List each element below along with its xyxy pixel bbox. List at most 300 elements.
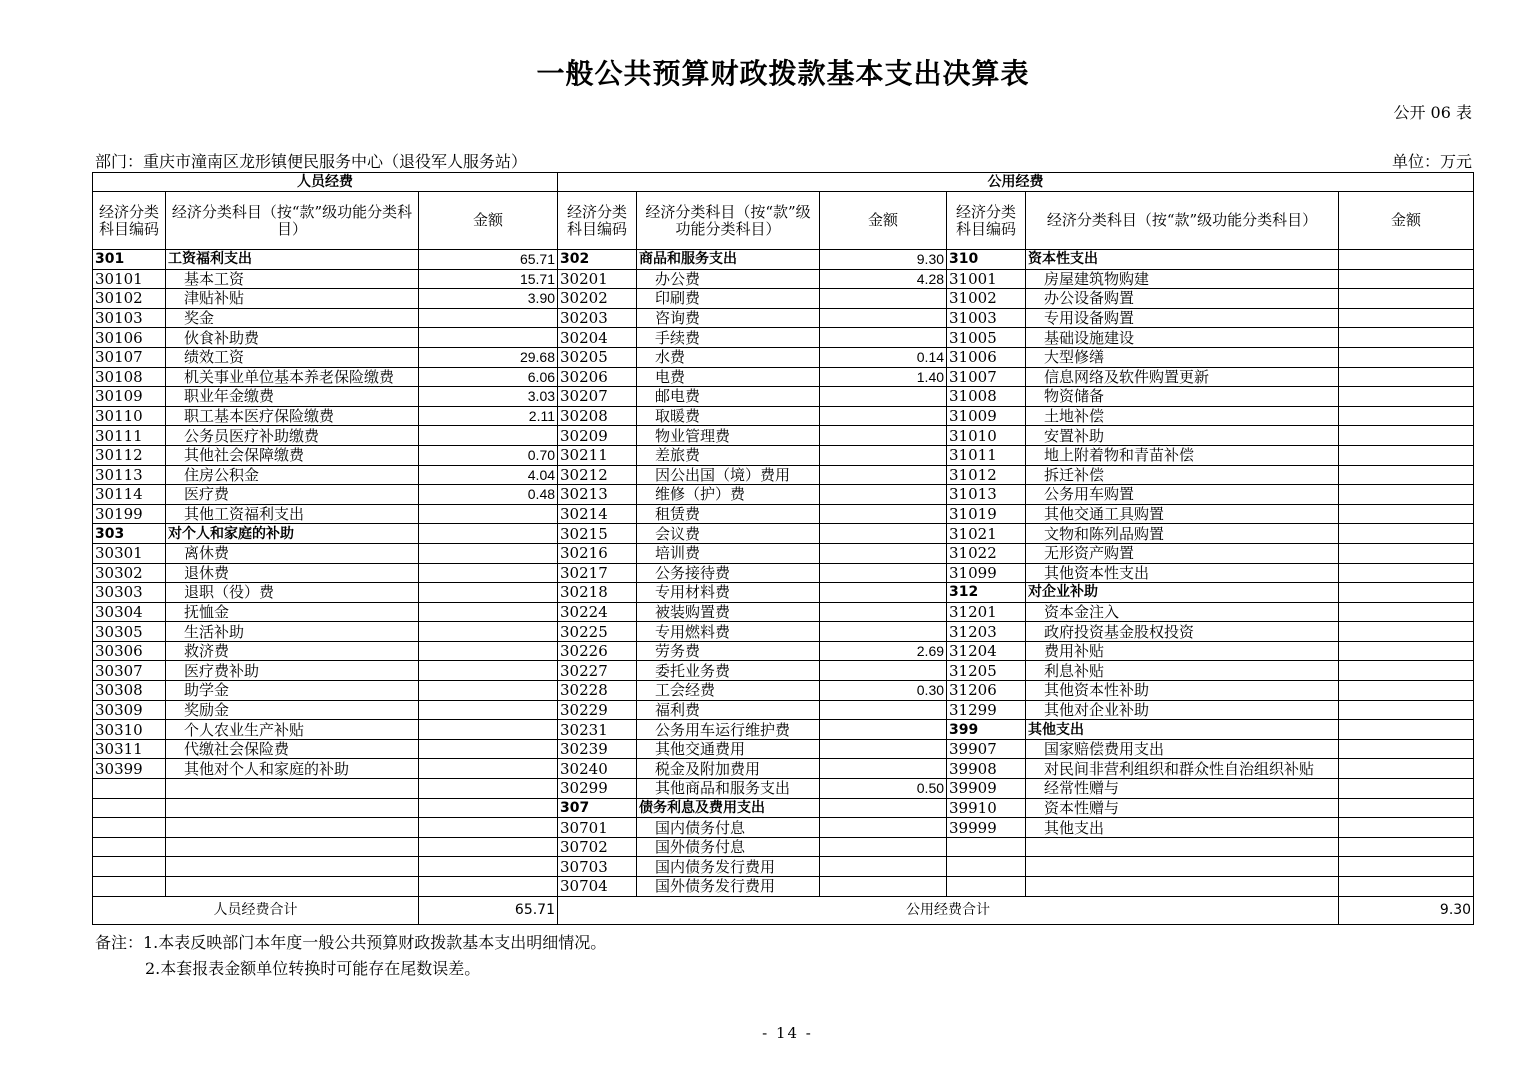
amount-cell <box>820 739 947 759</box>
item-name-cell: 公务员医疗补助缴费 <box>166 426 419 446</box>
table-row <box>93 837 1474 857</box>
code-cell: 30225 <box>558 622 637 642</box>
item-name-cell: 公务接待费 <box>637 563 820 583</box>
expenditure-table <box>92 172 1474 925</box>
amount-cell <box>820 504 947 524</box>
item-name-cell: 取暖费 <box>637 406 820 426</box>
table-row <box>93 583 1474 603</box>
code-cell <box>93 798 166 818</box>
code-cell: 30201 <box>558 269 637 289</box>
amount-cell <box>419 426 558 446</box>
item-name-cell: 物业管理费 <box>637 426 820 446</box>
code-cell: 310 <box>947 250 1026 270</box>
item-name-cell: 政府投资基金股权投资 <box>1026 622 1339 642</box>
item-name-cell: 国内债务发行费用 <box>637 857 820 877</box>
amount-cell: 4.04 <box>419 465 558 485</box>
amount-cell <box>419 563 558 583</box>
amount-cell <box>419 524 558 544</box>
item-name-cell: 商品和服务支出 <box>637 250 820 270</box>
code-cell: 30216 <box>558 543 637 563</box>
item-name-cell: 税金及附加费用 <box>637 759 820 779</box>
item-name-cell: 土地补偿 <box>1026 406 1339 426</box>
code-cell: 39999 <box>947 818 1026 838</box>
item-name-cell: 委托业务费 <box>637 661 820 681</box>
amount-cell <box>820 583 947 603</box>
item-name-cell: 其他交通费用 <box>637 739 820 759</box>
item-name-cell <box>1026 877 1339 897</box>
table-row <box>93 465 1474 485</box>
amount-cell <box>1339 857 1474 877</box>
page-title: 一般公共预算财政拨款基本支出决算表 <box>536 57 1030 90</box>
item-name-cell: 劳务费 <box>637 641 820 661</box>
code-cell: 31201 <box>947 602 1026 622</box>
code-cell: 30240 <box>558 759 637 779</box>
item-name-cell: 其他商品和服务支出 <box>637 779 820 799</box>
code-cell: 31204 <box>947 641 1026 661</box>
page-number: - 14 - <box>762 1024 813 1042</box>
amount-cell <box>1339 563 1474 583</box>
personnel-total-label: 人员经费合计 <box>93 896 419 924</box>
item-name-cell <box>166 857 419 877</box>
code-cell: 30204 <box>558 328 637 348</box>
item-name-cell: 津贴补贴 <box>166 289 419 309</box>
table-row <box>93 818 1474 838</box>
col-header-amount: 金额 <box>419 192 558 250</box>
table-row <box>93 485 1474 505</box>
code-cell: 30309 <box>93 700 166 720</box>
code-cell: 30111 <box>93 426 166 446</box>
item-name-cell: 资本性支出 <box>1026 250 1339 270</box>
item-name-cell: 对企业补助 <box>1026 583 1339 603</box>
item-name-cell: 福利费 <box>637 700 820 720</box>
item-name-cell: 职业年金缴费 <box>166 387 419 407</box>
code-cell <box>93 779 166 799</box>
table-row <box>93 681 1474 701</box>
item-name-cell: 基本工资 <box>166 269 419 289</box>
code-cell: 30307 <box>93 661 166 681</box>
table-row <box>93 563 1474 583</box>
amount-cell <box>1339 661 1474 681</box>
amount-cell <box>820 877 947 897</box>
note-line-2: 2.本套报表金额单位转换时可能存在尾数误差。 <box>145 959 481 978</box>
code-cell: 30218 <box>558 583 637 603</box>
item-name-cell: 抚恤金 <box>166 602 419 622</box>
item-name-cell: 经常性赠与 <box>1026 779 1339 799</box>
item-name-cell: 国外债务发行费用 <box>637 877 820 897</box>
item-name-cell: 公务用车购置 <box>1026 485 1339 505</box>
item-name-cell: 费用补贴 <box>1026 641 1339 661</box>
amount-cell <box>419 583 558 603</box>
amount-cell <box>419 602 558 622</box>
code-cell: 312 <box>947 583 1026 603</box>
amount-cell <box>1339 602 1474 622</box>
item-name-cell: 专用燃料费 <box>637 622 820 642</box>
amount-cell <box>1339 641 1474 661</box>
item-name-cell: 公务用车运行维护费 <box>637 720 820 740</box>
table-row <box>93 720 1474 740</box>
item-name-cell: 维修（护）费 <box>637 485 820 505</box>
amount-cell <box>419 308 558 328</box>
table-row <box>93 622 1474 642</box>
code-cell: 30212 <box>558 465 637 485</box>
code-cell: 31099 <box>947 563 1026 583</box>
amount-cell <box>820 445 947 465</box>
amount-cell <box>1339 681 1474 701</box>
code-cell: 30704 <box>558 877 637 897</box>
item-name-cell <box>166 877 419 897</box>
table-row <box>93 798 1474 818</box>
amount-cell: 2.11 <box>419 406 558 426</box>
code-cell: 30306 <box>93 641 166 661</box>
amount-cell <box>419 661 558 681</box>
table-row <box>93 779 1474 799</box>
amount-cell: 3.90 <box>419 289 558 309</box>
amount-cell <box>1339 485 1474 505</box>
item-name-cell: 物资储备 <box>1026 387 1339 407</box>
item-name-cell: 差旅费 <box>637 445 820 465</box>
item-name-cell: 咨询费 <box>637 308 820 328</box>
code-cell: 30209 <box>558 426 637 446</box>
code-cell: 30226 <box>558 641 637 661</box>
amount-cell: 15.71 <box>419 269 558 289</box>
amount-cell <box>419 877 558 897</box>
code-cell: 307 <box>558 798 637 818</box>
code-cell: 301 <box>93 250 166 270</box>
item-name-cell: 个人农业生产补贴 <box>166 720 419 740</box>
totals-row <box>93 896 1474 924</box>
col-header-name: 经济分类科目（按“款”级功能分类科目） <box>637 192 820 250</box>
table-row <box>93 661 1474 681</box>
item-name-cell: 住房公积金 <box>166 465 419 485</box>
amount-cell: 0.48 <box>419 485 558 505</box>
item-name-cell: 拆迁补偿 <box>1026 465 1339 485</box>
code-cell: 30215 <box>558 524 637 544</box>
code-cell: 31005 <box>947 328 1026 348</box>
amount-cell <box>820 622 947 642</box>
code-cell: 39908 <box>947 759 1026 779</box>
code-cell: 31003 <box>947 308 1026 328</box>
code-cell: 31009 <box>947 406 1026 426</box>
item-name-cell: 其他交通工具购置 <box>1026 504 1339 524</box>
code-cell: 31007 <box>947 367 1026 387</box>
amount-cell <box>419 504 558 524</box>
amount-cell: 29.68 <box>419 347 558 367</box>
item-name-cell: 其他对企业补助 <box>1026 700 1339 720</box>
amount-cell <box>1339 543 1474 563</box>
table-row <box>93 269 1474 289</box>
item-name-cell: 其他社会保障缴费 <box>166 445 419 465</box>
amount-cell <box>1339 739 1474 759</box>
amount-cell <box>1339 877 1474 897</box>
item-name-cell: 伙食补助费 <box>166 328 419 348</box>
code-cell: 30206 <box>558 367 637 387</box>
item-name-cell: 邮电费 <box>637 387 820 407</box>
code-cell: 30224 <box>558 602 637 622</box>
code-cell: 30229 <box>558 700 637 720</box>
amount-cell <box>820 406 947 426</box>
table-row <box>93 308 1474 328</box>
amount-cell <box>820 720 947 740</box>
code-cell: 30205 <box>558 347 637 367</box>
amount-cell <box>1339 406 1474 426</box>
item-name-cell: 办公费 <box>637 269 820 289</box>
amount-cell <box>820 602 947 622</box>
amount-cell <box>820 759 947 779</box>
public-total-value: 9.30 <box>1339 896 1474 924</box>
amount-cell <box>820 700 947 720</box>
item-name-cell: 工资福利支出 <box>166 250 419 270</box>
code-cell: 30202 <box>558 289 637 309</box>
code-cell: 31013 <box>947 485 1026 505</box>
table-row <box>93 877 1474 897</box>
code-cell: 31022 <box>947 543 1026 563</box>
item-name-cell: 租赁费 <box>637 504 820 524</box>
table-row <box>93 347 1474 367</box>
code-cell: 31299 <box>947 700 1026 720</box>
item-name-cell: 医疗费 <box>166 485 419 505</box>
code-cell <box>93 857 166 877</box>
code-cell: 302 <box>558 250 637 270</box>
amount-cell <box>820 661 947 681</box>
code-cell: 30308 <box>93 681 166 701</box>
amount-cell <box>419 818 558 838</box>
col-header-code: 经济分类科目编码 <box>558 192 637 250</box>
item-name-cell: 其他支出 <box>1026 818 1339 838</box>
item-name-cell: 基础设施建设 <box>1026 328 1339 348</box>
code-cell: 31006 <box>947 347 1026 367</box>
item-name-cell: 对民间非营利组织和群众性自治组织补贴 <box>1026 759 1339 779</box>
code-cell: 30113 <box>93 465 166 485</box>
amount-cell <box>820 289 947 309</box>
item-name-cell: 离休费 <box>166 543 419 563</box>
code-cell: 30305 <box>93 622 166 642</box>
item-name-cell: 资本金注入 <box>1026 602 1339 622</box>
code-cell: 30239 <box>558 739 637 759</box>
item-name-cell: 专用设备购置 <box>1026 308 1339 328</box>
amount-cell <box>1339 308 1474 328</box>
item-name-cell: 机关事业单位基本养老保险缴费 <box>166 367 419 387</box>
col-header-amount: 金额 <box>1339 192 1474 250</box>
table-row <box>93 700 1474 720</box>
amount-cell <box>419 328 558 348</box>
code-cell: 30304 <box>93 602 166 622</box>
table-row <box>93 524 1474 544</box>
amount-cell <box>419 543 558 563</box>
code-cell <box>93 818 166 838</box>
code-cell: 39907 <box>947 739 1026 759</box>
amount-cell <box>820 818 947 838</box>
amount-cell <box>419 720 558 740</box>
amount-cell <box>1339 347 1474 367</box>
code-cell: 31008 <box>947 387 1026 407</box>
item-name-cell: 奖金 <box>166 308 419 328</box>
amount-cell <box>1339 759 1474 779</box>
amount-cell <box>419 837 558 857</box>
code-cell: 30203 <box>558 308 637 328</box>
code-cell <box>947 857 1026 877</box>
code-cell: 30301 <box>93 543 166 563</box>
item-name-cell: 印刷费 <box>637 289 820 309</box>
amount-cell: 2.69 <box>820 641 947 661</box>
code-cell: 30207 <box>558 387 637 407</box>
code-cell: 39910 <box>947 798 1026 818</box>
item-name-cell: 因公出国（境）费用 <box>637 465 820 485</box>
code-cell: 30703 <box>558 857 637 877</box>
code-cell: 30106 <box>93 328 166 348</box>
item-name-cell: 国外债务付息 <box>637 837 820 857</box>
code-cell: 30310 <box>93 720 166 740</box>
item-name-cell: 办公设备购置 <box>1026 289 1339 309</box>
code-cell: 30101 <box>93 269 166 289</box>
item-name-cell: 其他工资福利支出 <box>166 504 419 524</box>
code-cell: 30108 <box>93 367 166 387</box>
amount-cell <box>1339 387 1474 407</box>
code-cell: 30213 <box>558 485 637 505</box>
code-cell: 31021 <box>947 524 1026 544</box>
code-cell: 30701 <box>558 818 637 838</box>
table-row <box>93 406 1474 426</box>
amount-cell <box>419 641 558 661</box>
item-name-cell: 其他支出 <box>1026 720 1339 740</box>
note-line-1: 备注：1.本表反映部门本年度一般公共预算财政拨款基本支出明细情况。 <box>95 933 607 952</box>
amount-cell: 9.30 <box>820 250 947 270</box>
amount-cell <box>1339 328 1474 348</box>
code-cell: 30299 <box>558 779 637 799</box>
amount-cell <box>419 798 558 818</box>
amount-cell <box>820 543 947 563</box>
item-name-cell: 被装购置费 <box>637 602 820 622</box>
amount-cell <box>419 681 558 701</box>
code-cell: 31203 <box>947 622 1026 642</box>
amount-cell <box>1339 269 1474 289</box>
amount-cell <box>1339 524 1474 544</box>
amount-cell <box>1339 289 1474 309</box>
code-cell: 30114 <box>93 485 166 505</box>
code-cell: 31011 <box>947 445 1026 465</box>
col-header-name: 经济分类科目（按“款”级功能分类科目） <box>1026 192 1339 250</box>
item-name-cell: 电费 <box>637 367 820 387</box>
amount-cell <box>1339 837 1474 857</box>
amount-cell <box>1339 465 1474 485</box>
table-row <box>93 641 1474 661</box>
code-cell <box>947 837 1026 857</box>
item-name-cell: 奖励金 <box>166 700 419 720</box>
group-header-personnel: 人员经费 <box>93 173 558 192</box>
amount-cell <box>1339 426 1474 446</box>
code-cell: 30199 <box>93 504 166 524</box>
amount-cell <box>1339 445 1474 465</box>
item-name-cell <box>166 798 419 818</box>
amount-cell <box>820 837 947 857</box>
code-cell: 31001 <box>947 269 1026 289</box>
personnel-total-value: 65.71 <box>419 896 558 924</box>
table-row <box>93 759 1474 779</box>
amount-cell <box>1339 367 1474 387</box>
code-cell: 30211 <box>558 445 637 465</box>
amount-cell: 4.28 <box>820 269 947 289</box>
table-row <box>93 367 1474 387</box>
code-cell: 30110 <box>93 406 166 426</box>
amount-cell: 3.03 <box>419 387 558 407</box>
amount-cell: 65.71 <box>419 250 558 270</box>
code-cell: 30227 <box>558 661 637 681</box>
code-cell: 30208 <box>558 406 637 426</box>
code-cell: 399 <box>947 720 1026 740</box>
amount-cell <box>419 857 558 877</box>
code-cell: 30217 <box>558 563 637 583</box>
amount-cell <box>820 465 947 485</box>
code-cell: 30103 <box>93 308 166 328</box>
item-name-cell: 文物和陈列品购置 <box>1026 524 1339 544</box>
amount-cell: 0.50 <box>820 779 947 799</box>
item-name-cell <box>166 837 419 857</box>
code-cell: 31019 <box>947 504 1026 524</box>
item-name-cell: 绩效工资 <box>166 347 419 367</box>
code-cell: 30112 <box>93 445 166 465</box>
amount-cell: 0.70 <box>419 445 558 465</box>
amount-cell <box>1339 622 1474 642</box>
item-name-cell: 退职（役）费 <box>166 583 419 603</box>
amount-cell <box>419 700 558 720</box>
code-cell <box>93 877 166 897</box>
amount-cell <box>419 759 558 779</box>
code-cell: 30107 <box>93 347 166 367</box>
item-name-cell: 工会经费 <box>637 681 820 701</box>
unit-label: 单位：万元 <box>1391 152 1472 171</box>
item-name-cell: 培训费 <box>637 543 820 563</box>
department-label: 部门：重庆市潼南区龙形镇便民服务中心（退役军人服务站） <box>95 152 528 171</box>
code-cell: 39909 <box>947 779 1026 799</box>
table-row <box>93 250 1474 270</box>
item-name-cell: 其他资本性支出 <box>1026 563 1339 583</box>
item-name-cell: 专用材料费 <box>637 583 820 603</box>
amount-cell <box>1339 798 1474 818</box>
amount-cell <box>1339 720 1474 740</box>
item-name-cell: 医疗费补助 <box>166 661 419 681</box>
col-header-name: 经济分类科目（按“款”级功能分类科目） <box>166 192 419 250</box>
notes <box>95 930 606 982</box>
table-row <box>93 289 1474 309</box>
item-name-cell: 信息网络及软件购置更新 <box>1026 367 1339 387</box>
amount-cell <box>1339 583 1474 603</box>
item-name-cell: 大型修缮 <box>1026 347 1339 367</box>
amount-cell <box>820 308 947 328</box>
amount-cell: 0.30 <box>820 681 947 701</box>
item-name-cell: 代缴社会保险费 <box>166 739 419 759</box>
code-cell: 30214 <box>558 504 637 524</box>
item-name-cell: 资本性赠与 <box>1026 798 1339 818</box>
item-name-cell: 救济费 <box>166 641 419 661</box>
amount-cell <box>820 798 947 818</box>
code-cell: 31010 <box>947 426 1026 446</box>
amount-cell: 6.06 <box>419 367 558 387</box>
amount-cell <box>1339 700 1474 720</box>
amount-cell <box>820 524 947 544</box>
amount-cell <box>820 426 947 446</box>
item-name-cell: 会议费 <box>637 524 820 544</box>
code-cell: 30231 <box>558 720 637 740</box>
amount-cell <box>1339 250 1474 270</box>
item-name-cell: 手续费 <box>637 328 820 348</box>
item-name-cell: 职工基本医疗保险缴费 <box>166 406 419 426</box>
item-name-cell: 无形资产购置 <box>1026 543 1339 563</box>
code-cell: 303 <box>93 524 166 544</box>
table-row <box>93 602 1474 622</box>
code-cell <box>93 837 166 857</box>
item-name-cell: 助学金 <box>166 681 419 701</box>
code-cell: 30302 <box>93 563 166 583</box>
form-number: 公开 06 表 <box>1393 103 1472 122</box>
